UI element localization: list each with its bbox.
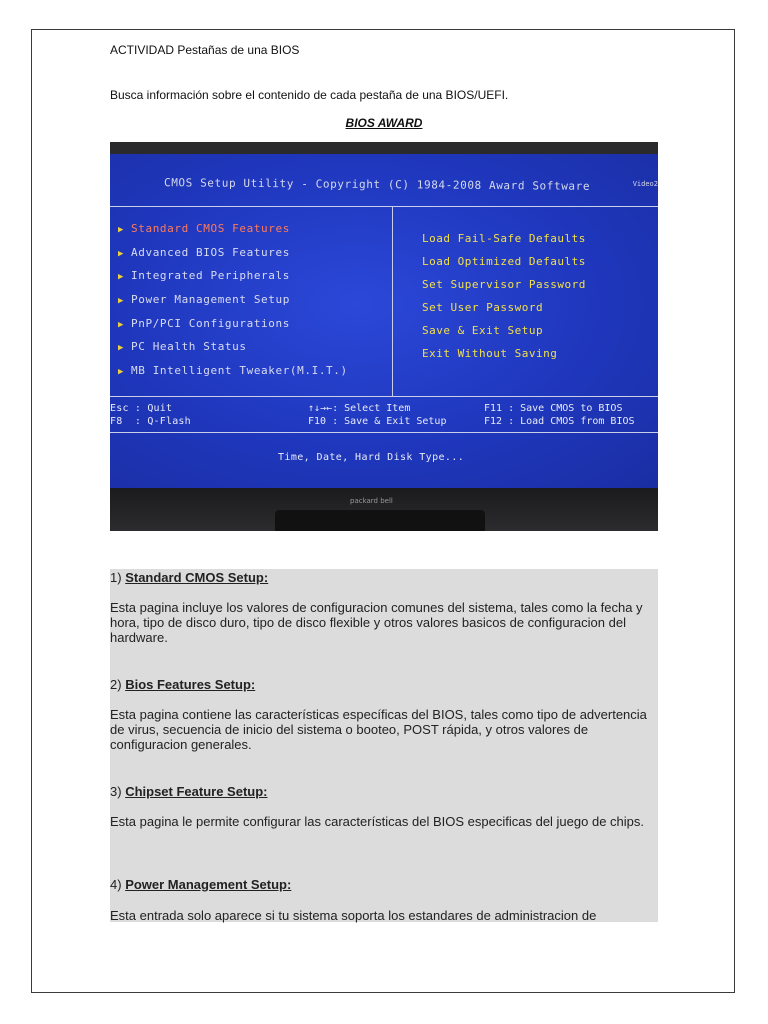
bios-option[interactable]: Exit Without Saving [422,347,558,360]
arrow-right-icon: ▶ [118,296,125,306]
section-3-heading: 3) Chipset Feature Setup: [110,784,268,799]
bios-menu-item[interactable]: ▶ Integrated Peripherals [118,269,290,282]
monitor-bottom-bezel [110,488,658,531]
bios-photo [110,142,658,531]
arrow-right-icon: ▶ [118,272,125,282]
bios-divider-mid [110,396,658,397]
section-2-heading: 2) Bios Features Setup: [110,677,256,692]
bios-option[interactable]: Set User Password [422,301,544,314]
section-2-text: Esta pagina contiene las características específicas del BIOS, tales como tipo de advertencia de virus, secuencia de inicio del sistema o booteo, POST rápida, y otros valores de configuracion generales. [110,707,647,752]
bios-hint: Time, Date, Hard Disk Type... [278,452,465,463]
section-3-text: Esta pagina le permite configurar las características del BIOS especificas del juego de chips. [110,814,644,829]
section-1-heading: 1) Standard CMOS Setup: [110,570,269,585]
bios-menu-item[interactable]: ▶ MB Intelligent Tweaker(M.I.T.) [118,364,348,377]
section-1-text: Esta pagina incluye los valores de configuracion comunes del sistema, tales como la fecha y hora, tipo de disco duro, tipo de disco flexible y otros valores basicos de configuracion del hardware. [110,600,643,645]
bios-menu-item[interactable]: ▶ PnP/PCI Configurations [118,317,290,330]
bios-option[interactable]: Load Optimized Defaults [422,255,586,268]
bios-keys-col3: F11 : Save CMOS to BIOS F12 : Load CMOS from BIOS [484,403,635,427]
section-4-heading: 4) Power Management Setup: [110,877,292,892]
arrow-right-icon: ▶ [118,320,125,330]
bios-keys-col1: Esc : Quit F8 : Q-Flash [110,403,191,427]
bios-option[interactable]: Load Fail-Safe Defaults [422,232,586,245]
bios-corner-text: Video2 [632,180,658,188]
monitor-stand [275,510,485,531]
document-intro: Busca información sobre el contenido de cada pestaña de una BIOS/UEFI. [110,88,509,102]
arrow-right-icon: ▶ [118,367,125,377]
bios-option[interactable]: Save & Exit Setup [422,324,544,337]
brand-label: packard bell [350,497,393,505]
bios-divider-bottom [110,432,658,433]
bios-menu-item[interactable]: ▶ Power Management Setup [118,293,290,306]
bios-divider-center [392,206,393,396]
section-4-text: Esta entrada solo aparece si tu sistema soporta los estandares de administracion de [110,908,597,923]
document-title: ACTIVIDAD Pestañas de una BIOS [110,43,300,57]
bios-keys-col2: ↑↓→←: Select Item F10 : Save & Exit Setup [308,403,447,427]
arrow-right-icon: ▶ [118,343,125,353]
arrow-right-icon: ▶ [118,225,125,235]
bios-divider-top [110,206,658,207]
notes-block [110,569,658,922]
bios-menu-item[interactable]: ▶ Advanced BIOS Features [118,246,290,259]
section-heading: BIOS AWARD [345,116,423,130]
bios-title: CMOS Setup Utility - Copyright (C) 1984-2008 Award Software [163,176,591,193]
bios-screen [110,154,658,488]
bios-option[interactable]: Set Supervisor Password [422,278,586,291]
arrow-right-icon: ▶ [118,249,125,259]
bios-menu-item[interactable]: ▶ Standard CMOS Features [118,222,290,235]
monitor-top-bezel [110,142,658,154]
bios-menu-item[interactable]: ▶ PC Health Status [118,340,247,353]
